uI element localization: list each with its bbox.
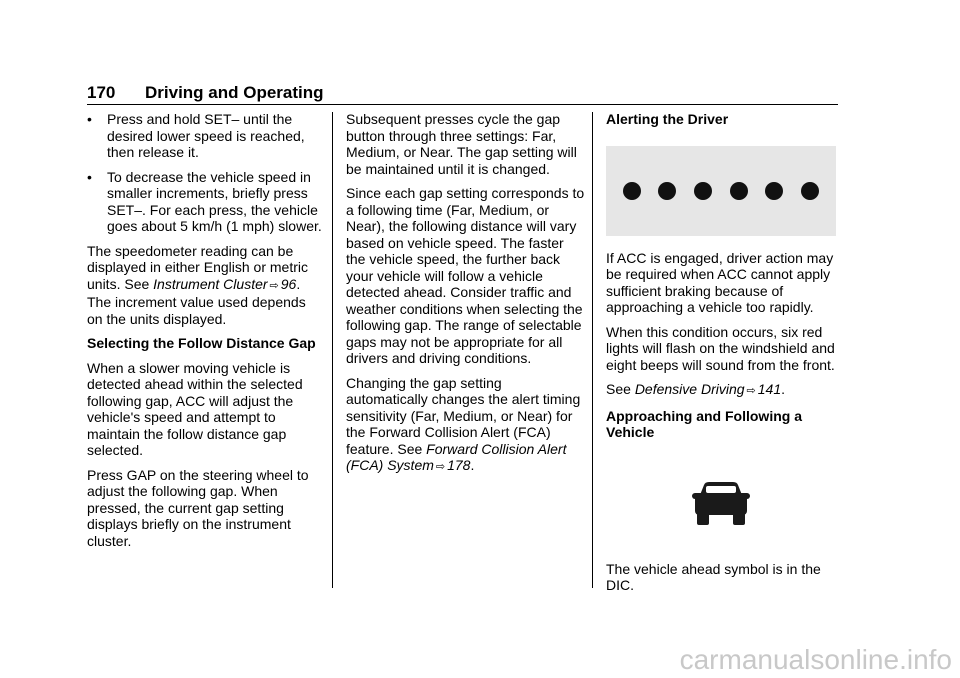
fca-paragraph: Changing the gap setting automatically changes the alert timing sensitivity (Far, Medium, or Near) for the Forward Collision Alert (FCA) feature. See Forward Collision Alert (FCA) System ⇨ 178. bbox=[346, 374, 581, 473]
page-ref-arrow-icon: ⇨ bbox=[269, 279, 279, 292]
vehicle-ahead-icon bbox=[606, 449, 836, 557]
alert-light bbox=[730, 182, 748, 200]
column-1 bbox=[87, 111, 323, 557]
bullet-mark: • bbox=[87, 168, 92, 185]
instrument-cluster-link[interactable]: Instrument Cluster bbox=[153, 275, 268, 292]
alert-light bbox=[623, 182, 641, 200]
bullet-text: To decrease the vehicle speed in smaller increments, briefly press SET–. For each press, the vehicle goes about 5 km/h (1 mph) slower. bbox=[107, 168, 322, 234]
bullet-item bbox=[87, 111, 323, 161]
alert-light bbox=[694, 182, 712, 200]
approaching-heading: Approaching and Following a Vehicle bbox=[606, 407, 802, 440]
page-reference[interactable]: 96 bbox=[280, 275, 297, 292]
alert-light bbox=[765, 182, 783, 200]
page-ref-arrow-icon: ⇨ bbox=[435, 461, 446, 473]
alert-light bbox=[801, 182, 819, 200]
follow-gap-heading: Selecting the Follow Distance Gap bbox=[87, 335, 316, 351]
alert-light bbox=[658, 182, 676, 200]
paragraph: If ACC is engaged, driver action may be required when ACC cannot apply sufficient braking because of approaching a vehicle too rapidly. bbox=[606, 249, 834, 315]
page-number: 170 bbox=[87, 83, 116, 102]
page-ref-arrow-icon: ⇨ bbox=[746, 385, 756, 397]
paragraph: Subsequent presses cycle the gap button through three settings: Far, Medium, or Near. The gap setting will be maintained until it is changed. bbox=[346, 111, 577, 177]
car-front-icon bbox=[692, 481, 750, 525]
paragraph: Press GAP on the steering wheel to adjust the following gap. When pressed, the current gap setting displays briefly on the instrument cluster. bbox=[87, 466, 309, 549]
see-paragraph: See Defensive Driving ⇨ 141. bbox=[606, 381, 785, 397]
column-3 bbox=[606, 111, 838, 602]
bullet-text: Press and hold SET– until the desired lower speed is reached, then release it. bbox=[107, 111, 305, 160]
page-reference[interactable]: 178 bbox=[447, 457, 471, 473]
six-alert-lights-icon bbox=[606, 146, 836, 236]
paragraph: Since each gap setting corresponds to a following time (Far, Medium, or Near), the following distance will vary based on vehicle speed. The faster the vehicle speed, the further back your vehicle will follow a vehicle detected ahead. Consider traffic and weather conditions when selecting the following gap. The range of selectable gaps may not be appropriate for all drivers and driving conditions. bbox=[346, 185, 585, 366]
bullet-mark: • bbox=[87, 111, 92, 127]
paragraph: When a slower moving vehicle is detected ahead within the selected following gap, ACC will adjust the vehicle's speed and attempt to maintain the follow distance gap selected. bbox=[87, 359, 303, 458]
page-header bbox=[87, 82, 838, 105]
alerting-heading: Alerting the Driver bbox=[606, 111, 729, 127]
column-divider bbox=[592, 112, 593, 588]
fca-system-link[interactable]: Forward Collision Alert (FCA) System bbox=[346, 440, 567, 473]
page-reference[interactable]: 141 bbox=[757, 381, 782, 397]
section-title: Driving and Operating bbox=[145, 83, 324, 102]
column-2 bbox=[346, 111, 586, 484]
bullet-item bbox=[87, 169, 323, 235]
defensive-driving-link[interactable]: Defensive Driving bbox=[634, 381, 745, 397]
paragraph: When this condition occurs, six red lights will flash on the windshield and eight beeps will sound from the front. bbox=[606, 323, 835, 373]
paragraph: The vehicle ahead symbol is in the DIC. bbox=[606, 560, 821, 593]
column-divider bbox=[332, 112, 333, 588]
watermark: carmanualsonline.info bbox=[679, 644, 952, 675]
speedometer-paragraph: The speedometer reading can be displayed in either English or metric units. See Instrument Cluster ⇨ 96. The increment value used depends on the units displayed. bbox=[87, 242, 308, 327]
